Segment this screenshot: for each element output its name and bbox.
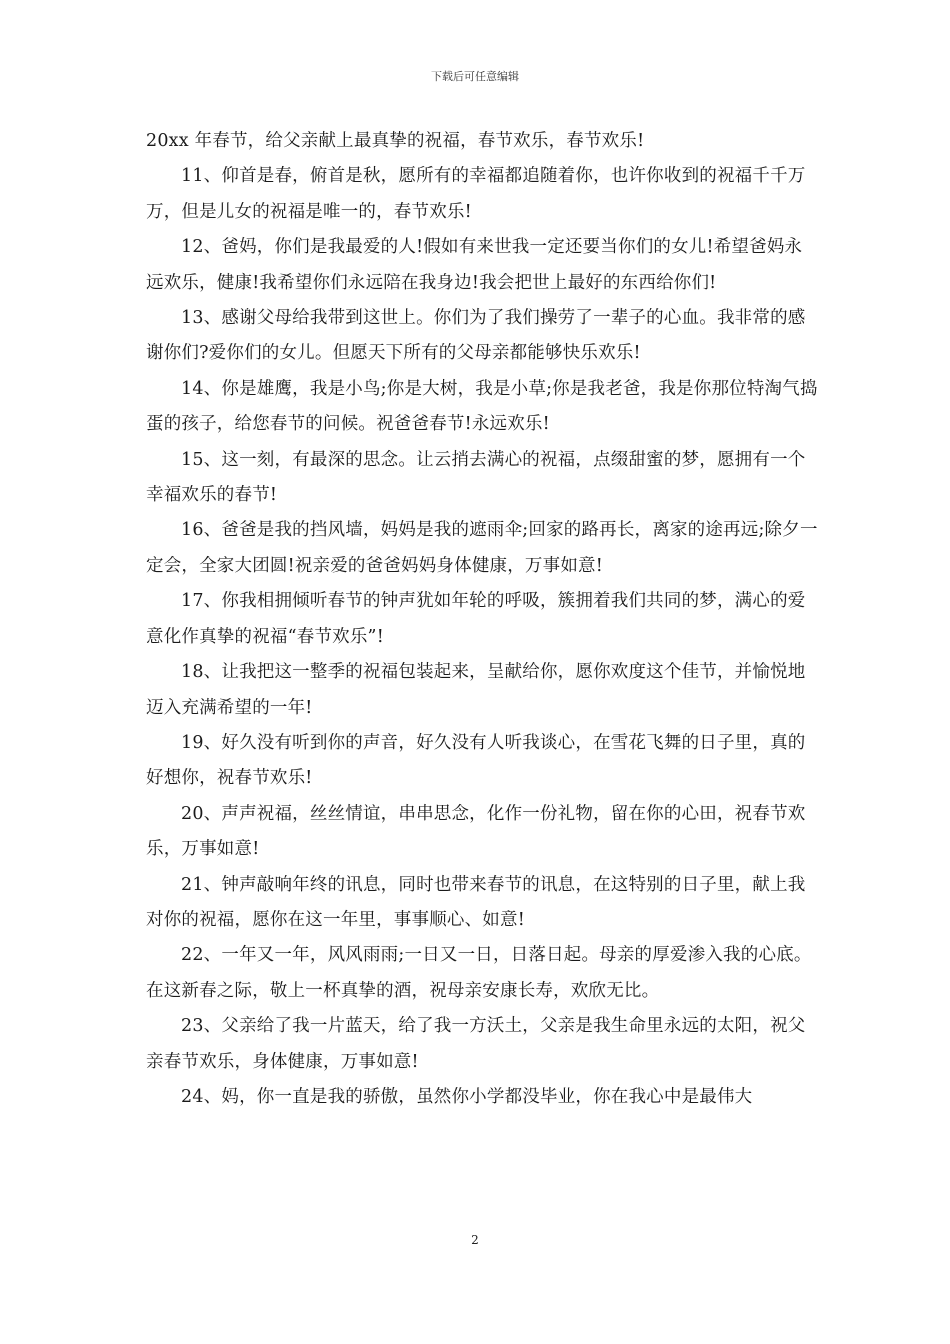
paragraph-11: 11、仰首是春，俯首是秋，愿所有的幸福都追随着你，也许你收到的祝福千千万万，但是儿女的祝福是唯一的，春节欢乐! <box>146 166 806 222</box>
paragraph-14: 14、你是雄鹰，我是小鸟;你是大树，我是小草;你是我老爸，我是你那位特淘气捣蛋的孩子，给您春节的问候。祝爸爸春节!永远欢乐! <box>146 378 818 435</box>
paragraph-21: 21、钟声敲响年终的讯息，同时也带来春节的讯息，在这特别的日子里，献上我对你的祝福，愿你在这一年里，事事顺心、如意! <box>146 874 806 930</box>
paragraph-17: 17、你我相拥倾听春节的钟声犹如年轮的呼吸，簇拥着我们共同的梦，满心的爱意化作真挚的祝福“春节欢乐”! <box>146 591 806 647</box>
paragraph-23: 23、父亲给了我一片蓝天，给了我一方沃土，父亲是我生命里永远的太阳，祝父亲春节欢乐，身体健康，万事如意! <box>146 1016 806 1072</box>
paragraph-18: 18、让我把这一整季的祝福包装起来，呈献给你，愿你欢度这个佳节，并愉悦地迈入充满希望的一年! <box>146 662 806 718</box>
paragraph-22: 22、一年又一年，风风雨雨;一日又一日，日落日起。母亲的厚爱渗入我的心底。在这新春之际，敬上一杯真挚的酒，祝母亲安康长寿，欢欣无比。 <box>146 945 812 1001</box>
paragraph-13: 13、感谢父母给我带到这世上。你们为了我们操劳了一辈子的心血。我非常的感谢你们?爱你们的女儿。但愿天下所有的父母亲都能够快乐欢乐! <box>146 308 806 364</box>
paragraph-15: 15、这一刻，有最深的思念。让云捎去满心的祝福，点缀甜蜜的梦，愿拥有一个幸福欢乐的春节! <box>146 449 806 506</box>
paragraph-19: 19、好久没有听到你的声音，好久没有人听我谈心，在雪花飞舞的日子里，真的好想你，祝春节欢乐! <box>146 732 806 789</box>
paragraph-12: 12、爸妈，你们是我最爱的人!假如有来世我一定还要当你们的女儿!希望爸妈永远欢乐，健康!我希望你们永远陪在我身边!我会把世上最好的东西给你们! <box>146 237 803 293</box>
paragraph-continuation: 20xx 年春节，给父亲献上最真挚的祝福，春节欢乐，春节欢乐! <box>146 131 645 151</box>
paragraph-20: 20、声声祝福，丝丝情谊，串串思念，化作一份礼物，留在你的心田，祝春节欢乐，万事如意! <box>146 803 806 860</box>
paragraph-16: 16、爸爸是我的挡风墙，妈妈是我的遮雨伞;回家的路再长，离家的途再远;除夕一定会，全家大团圆!祝亲爱的爸爸妈妈身体健康，万事如意! <box>146 520 818 576</box>
header-note: 下载后可任意编辑 <box>431 70 519 83</box>
paragraph-24: 24、妈，你一直是我的骄傲，虽然你小学都没毕业，你在我心中是最伟大 <box>181 1086 753 1107</box>
document-body <box>146 124 818 1115</box>
page-number: 2 <box>471 1233 479 1247</box>
